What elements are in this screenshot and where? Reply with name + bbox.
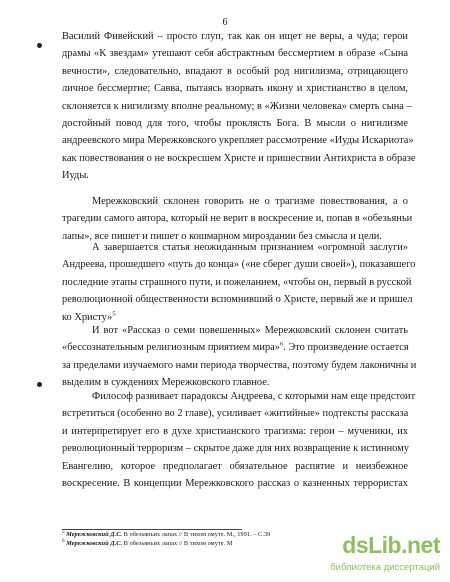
- text-line: революционной общественности вспомнивший о Христе, первый же и пришел: [62, 294, 413, 306]
- text-line: трагедии самого автора, который не верит в воскресение и, попав в «обезьяньи: [62, 213, 413, 225]
- text-fragment: «бессознательным религиозным приятием мира»: [62, 342, 280, 354]
- text-line: Иуды.: [62, 170, 89, 182]
- text-fragment: . Это произведение остается: [283, 342, 409, 354]
- footnote-number: 5: [62, 529, 65, 535]
- footnote-number: 6: [62, 538, 65, 544]
- text-line: андреевского мира Мережковского укрепляет рассмотрение «Иуды Искариота»: [62, 135, 414, 147]
- text-line: за пределами изучаемого нами периода творчества, поэтому будем лаконичны и: [62, 359, 417, 371]
- text-line: драмы «К звездам» утешают себя абстрактным бессмертием в образе «Сына: [62, 48, 408, 60]
- watermark-logo: dsLib.net: [342, 532, 440, 558]
- text-line: как повествования о не воскресшем Христе и пришествии Антихриста в образе: [62, 152, 416, 164]
- text-line: [62, 339, 408, 356]
- text-line: воскресение. В концепции Мережковского рассказ о казненных террористах: [62, 477, 408, 489]
- paragraph-1: [62, 28, 416, 185]
- footnote-ref-6[interactable]: 6: [279, 340, 284, 348]
- text-line: последние этапы страшного пути, и пожеланием, «чтобы он, первый в русской: [62, 276, 412, 288]
- watermark: [298, 532, 440, 576]
- text-line: лапы», все пишет и пишет о кошмарном мироздании без смысла и цели.: [62, 230, 382, 242]
- text-line: вечности», следовательно, впадают в особый род нигилизма, отрицающего: [62, 65, 408, 77]
- text-line: А завершается статья неожиданным признанием «огромной заслуги»: [92, 242, 408, 253]
- text-line: Философ развивает парадоксы Андреева, с которыми нам еще предстоит: [92, 391, 416, 402]
- paragraph-2: [62, 193, 413, 245]
- footnote-author: Мережковский Д.С.: [66, 539, 123, 547]
- text-line: Мережковский склонен говорить не о трагизме повествования, а о: [92, 196, 408, 207]
- text-line: выделим в суждениях Мережковского главное.: [62, 377, 270, 389]
- footnote-text: В обезьяньих лапах // В тихом омуте. М: [122, 539, 233, 547]
- margin-dot-bottom: [37, 382, 42, 387]
- text-line: склоняется к нигилизму вполне реальному; в «Жизни человека» смерть сына –: [62, 100, 412, 112]
- text-line: Василий Фивейский – просто глуп, так как он ищет не веры, а чуда; герои: [62, 31, 408, 42]
- text-line: встретиться (особенно во 2 главе), усиливает «житийные» подтексты рассказа: [62, 408, 409, 420]
- paragraph-3: [62, 239, 416, 326]
- paragraph-5: [62, 388, 416, 492]
- footnote-author: Мережковский Д.С.: [66, 531, 123, 538]
- text-line: личное бессмертие; Савва, пытаясь взорвать икону и христианство в целом,: [62, 83, 408, 95]
- text-line: революционный терроризм – скрытое даже для них возвращение к истинному: [62, 443, 409, 455]
- footnote-divider: [62, 529, 242, 530]
- paragraph-4: [62, 322, 417, 392]
- footnote-text: В обезьяньих лапах // В тихом омуте. М., 1991. – С.39: [122, 531, 271, 538]
- footnote-ref-5[interactable]: 5: [112, 310, 116, 318]
- text-line: и интерпретирует его в духе христианского трагизма: герои – мученики, их: [62, 425, 408, 437]
- watermark-tagline: библиотека диссертаций: [330, 562, 440, 573]
- text-line: достойный повод для того, чтобы проклясть Бога. В мысли о нигилизме: [62, 117, 408, 129]
- text-line: И вот «Рассказ о семи повешенных» Мережковский склонен считать: [92, 325, 408, 336]
- text-line: Евангелию, которое предполагает обязательное распятие и неизбежное: [62, 460, 408, 472]
- page-number: 6: [222, 17, 228, 28]
- margin-dot-top: [37, 43, 42, 48]
- text-line: Андреева, прошедшего «путь до конца» («не сберег души своей»), показавшего: [62, 259, 416, 271]
- text-fragment: ко Христу»: [62, 311, 113, 323]
